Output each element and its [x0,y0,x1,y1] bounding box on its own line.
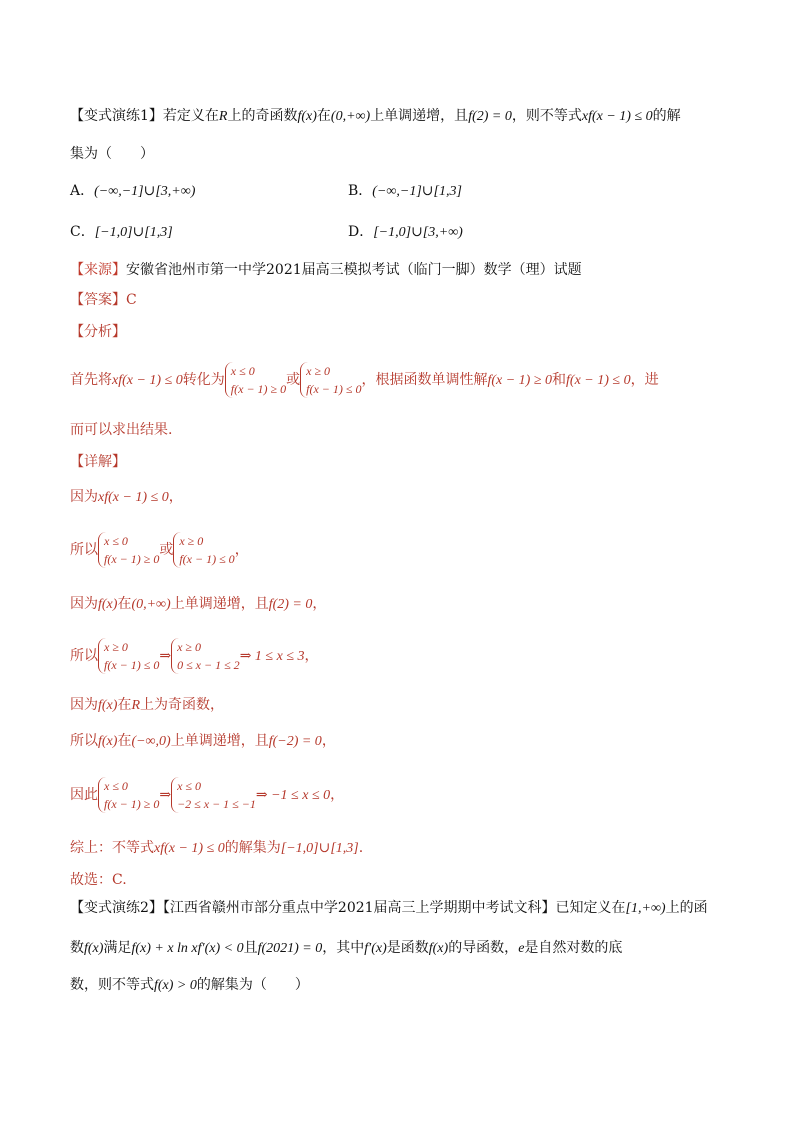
detail-line2 [70,532,249,568]
detail-math: [−1,0]∪[1,3] [280,841,359,856]
analysis-text: ，根据函数单调性解 [361,372,488,388]
q2-text: 数 [70,940,84,956]
q1-text: 的解 [652,108,681,124]
source-text: 安徽省池州市第一中学2021届高三模拟考试（临门一脚）数学（理）试题 [126,262,582,278]
detail-tag: 【详解】 [70,454,126,470]
system-brace [98,532,159,568]
detail-line6 [70,731,336,752]
option-a-value: (−∞,−1]∪[3,+∞) [94,184,196,199]
q1-math: (0,+∞) [330,109,371,124]
detail-line3 [70,594,326,615]
q2-math: e [518,941,525,956]
detail-text: 所以 [70,733,98,749]
implies-arrow: ⇒ [159,648,172,664]
detail-text: 因为 [70,489,98,505]
q2-math: f(x) + x ln xf′(x) < 0 [131,941,244,956]
q2-text: 的导函数， [448,940,519,956]
detail-line8 [70,838,363,859]
answer-line [70,290,137,310]
analysis-tag: 【分析】 [70,324,126,340]
detail-line9: 故选：C. [70,872,127,888]
analysis-math: f(x − 1) ≥ 0 [487,373,553,388]
question2-line3 [70,975,309,996]
question2-line2 [70,938,622,959]
system-row: x ≥ 0 [179,534,204,548]
option-d [348,222,463,243]
q2-math: f(x) [428,941,449,956]
analysis-text: 和 [552,372,567,388]
detail-math: f(x) [98,597,118,612]
system-row: x ≤ 0 [177,779,201,793]
analysis-math: f(x − 1) ≤ 0 [566,373,631,388]
detail-text: 上为奇函数， [140,697,224,713]
system-brace [300,362,361,398]
detail-math: ⇒ −1 ≤ x ≤ 0 [255,788,331,803]
detail-math: ⇒ 1 ≤ x ≤ 3 [239,649,305,664]
detail-text: 或 [159,542,174,558]
analysis-paragraph-line2: 而可以求出结果. [70,422,173,438]
detail-text: . [358,840,364,856]
detail-math: f(2) = 0 [268,597,313,612]
detail-text: 综上：不等式 [70,840,154,856]
system-row: f(x − 1) ≤ 0 [306,382,362,396]
detail-math: f(x) [98,698,118,713]
q2-math: [1,+∞) [625,901,666,916]
detail-math: R [131,698,140,713]
detail-line1 [70,487,183,508]
detail-text: 在 [117,733,132,749]
option-c-label: C． [70,224,95,240]
q1-math: R [218,109,228,124]
question1-stem-line2: 集为（ ） [70,146,154,162]
analysis-paragraph-line1 [70,362,659,398]
q1-text: 在 [316,108,331,124]
q1-text: 上的奇函数 [227,108,298,124]
system-row: x ≥ 0 [104,640,128,654]
option-d-label: D． [348,224,374,240]
option-a [70,181,195,202]
system-row: x ≥ 0 [177,640,201,654]
question2-line1 [70,898,708,919]
system-brace [173,532,234,568]
system-row: f(x − 1) ≥ 0 [104,797,160,811]
q1-math: f(2) = 0 [468,109,512,124]
system-brace [171,638,240,674]
detail-text: 上单调递增，且 [170,596,269,612]
analysis-text: 转化为 [182,372,225,388]
q2-text: 的解集为（ ） [196,977,309,993]
system-row: −2 ≤ x − 1 ≤ −1 [177,797,256,811]
system-row: x ≤ 0 [104,534,128,548]
analysis-text: 或 [286,372,301,388]
detail-text: ， [321,733,336,749]
detail-text: 因为 [70,697,98,713]
system-brace [98,777,159,813]
system-brace [225,362,286,398]
detail-line4 [70,638,319,674]
detail-text: 因此 [70,787,98,803]
option-c-value: [−1,0]∪[1,3] [94,225,173,240]
q1-text: 【变式演练1】若定义在 [70,108,219,124]
q2-math: f′(x) [364,941,387,956]
detail-text: ， [234,542,249,558]
detail-math: f(−2) = 0 [268,734,322,749]
q2-math: f(x) > 0 [154,978,197,993]
detail-text: ， [168,489,183,505]
option-a-label: A． [70,183,95,199]
source-line [70,260,582,280]
detail-text: ， [330,787,345,803]
q2-text: 【变式演练2】【江西省赣州市部分重点中学2021届高三上学期期中考试文科】已知定义在 [70,900,626,916]
system-row: f(x − 1) ≤ 0 [104,658,160,672]
detail-text: 因为 [70,596,98,612]
detail-text: ， [304,648,319,664]
detail-math: (−∞,0) [131,734,171,749]
detail-text: 所以 [70,648,98,664]
q2-text: 且 [243,940,258,956]
q2-text: 是函数 [386,940,429,956]
answer-text: C [126,292,137,308]
analysis-text: ，进 [630,372,659,388]
system-row: f(x − 1) ≥ 0 [104,552,160,566]
system-brace [98,638,159,674]
detail-text: 所以 [70,542,98,558]
q2-math: f(x) [84,941,104,956]
detail-math: f(x) [98,734,118,749]
q1-text: ，则不等式 [511,108,582,124]
system-row: x ≤ 0 [230,364,255,378]
implies-arrow: ⇒ [159,787,172,803]
q1-math: xf(x − 1) ≤ 0 [581,109,653,124]
detail-line5 [70,695,224,716]
detail-math: xf(x − 1) ≤ 0 [98,490,169,505]
question1-stem-line1 [70,106,681,127]
system-row: x ≥ 0 [306,364,331,378]
detail-text: 上单调递增，且 [170,733,269,749]
detail-math: xf(x − 1) ≤ 0 [154,841,225,856]
q2-math: f(2021) = 0 [257,941,323,956]
system-row: 0 ≤ x − 1 ≤ 2 [177,658,240,672]
q1-math: f(x) [297,109,317,124]
option-c [70,222,173,243]
q2-text: ，其中 [322,940,365,956]
option-b-label: B． [348,183,373,199]
q2-text: 数，则不等式 [70,977,154,993]
system-row: f(x − 1) ≥ 0 [230,382,287,396]
detail-text: ， [312,596,327,612]
answer-tag: 【答案】 [70,292,126,308]
detail-text: 的解集为 [224,840,281,856]
q1-text: 上单调递增，且 [370,108,469,124]
option-d-value: [−1,0]∪[3,+∞) [373,225,463,240]
system-row: f(x − 1) ≤ 0 [179,552,235,566]
q2-text: 上的函 [665,900,708,916]
q2-text: 满足 [103,940,132,956]
q2-text: 是自然对数的底 [524,940,623,956]
system-row: x ≤ 0 [104,779,128,793]
system-brace [171,777,256,813]
analysis-text: 首先将 [70,372,112,388]
detail-text: 在 [117,697,132,713]
source-tag: 【来源】 [70,262,126,278]
detail-line7 [70,777,344,813]
option-b-value: (−∞,−1]∪[1,3] [372,184,462,199]
detail-text: 在 [117,596,132,612]
detail-math: (0,+∞) [131,597,171,612]
analysis-math: xf(x − 1) ≤ 0 [112,373,183,388]
option-b [348,181,462,202]
